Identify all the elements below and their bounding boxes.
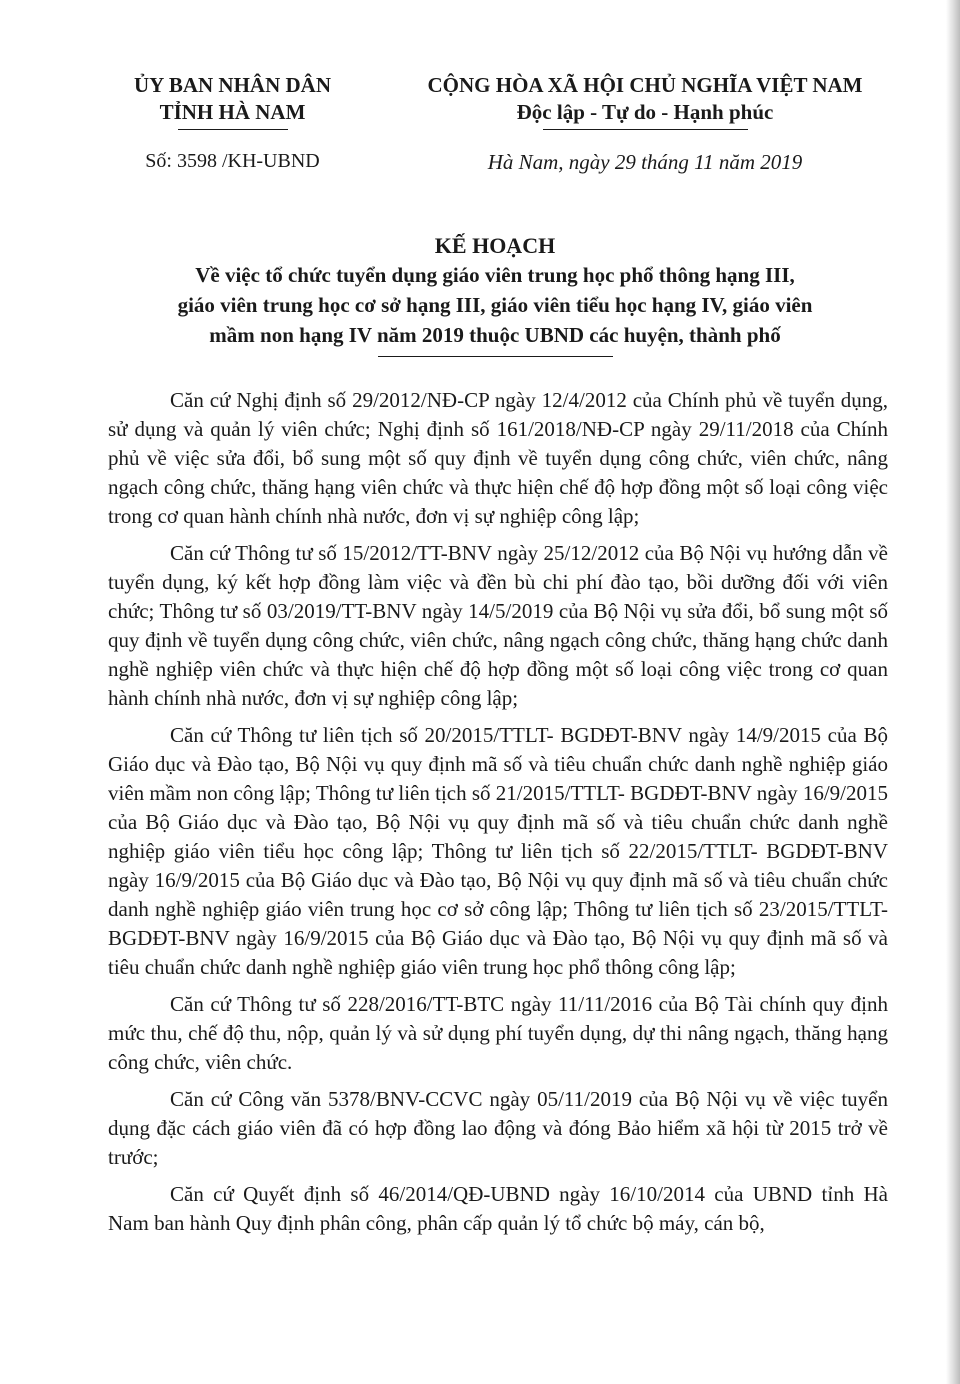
paragraph: Căn cứ Thông tư số 15/2012/TT-BNV ngày 25/12/2012 của Bộ Nội vụ hướng dẫn về tuyển dụng, ký kết hợp đồng làm việc và đền bù chi phí đào tạo, bồi dưỡng đối với viên chức; Thông tư số 03/2019/TT-BNV ngày 14/5/2019 của Bộ Nội vụ sửa đổi, bổ sung một số quy định về tuyển dụng công chức, viên chức, nâng ngạch công chức, thăng hạng chức danh nghề nghiệp viên chức và thực hiện chế độ hợp đồng một số loại công việc trong cơ quan hành chính nhà nước, đơn vị sự nghiệp công lập;	[108, 541, 888, 710]
paragraph: Căn cứ Thông tư liên tịch số 20/2015/TTLT- BGDĐT-BNV ngày 14/9/2015 của Bộ Giáo dục và Đào tạo, Bộ Nội vụ quy định mã số và tiêu chuẩn chức danh nghề nghiệp giáo viên mầm non công lập; Thông tư liên tịch số 21/2015/TTLT- BGDĐT-BNV ngày 16/9/2015 của Bộ Giáo dục và Đào tạo, Bộ Nội vụ quy định mã số và tiêu chuẩn chức danh nghề nghiệp giáo viên tiểu học công lập; Thông tư liên tịch số 22/2015/TTLT- BGDĐT-BNV ngày 16/9/2015 của Bộ Giáo dục và Đào tạo, Bộ Nội vụ quy định mã số và tiêu chuẩn chức danh nghề nghiệp giáo viên trung học cơ sở công lập; Thông tư liên tịch số 23/2015/TTLT- BGDĐT-BNV ngày 16/9/2015 của Bộ Giáo dục và Đào tạo, Bộ Nội vụ quy định mã số và tiêu chuẩn chức danh nghề nghiệp giáo viên trung học phổ thông công lập;	[108, 723, 888, 979]
document-number: Số: 3598 /KH-UBND	[145, 150, 320, 172]
authority-underline	[178, 129, 288, 130]
page-edge-shadow	[946, 0, 960, 1384]
paragraph: Căn cứ Nghị định số 29/2012/NĐ-CP ngày 12/4/2012 của Chính phủ về tuyển dụng, sử dụng và quản lý viên chức; Nghị định số 161/2018/NĐ-CP ngày 29/11/2018 của Chính phủ về việc sửa đổi, bổ sung một số quy định về tuyển dụng công chức, viên chức, nâng ngạch công chức, thăng hạng viên chức và thực hiện chế độ hợp đồng một số loại công việc trong cơ quan hành chính nhà nước, đơn vị sự nghiệp công lập;	[108, 388, 888, 528]
document-date: Hà Nam, ngày 29 tháng 11 năm 2019	[487, 150, 803, 174]
title-main: KẾ HOẠCH	[434, 233, 556, 258]
motto: Độc lập - Tự do - Hạnh phúc	[516, 100, 774, 124]
paragraph: Căn cứ Quyết định số 46/2014/QĐ-UBND ngày 16/10/2014 của UBND tỉnh Hà Nam ban hành Quy định phân công, phân cấp quản lý tổ chức bộ máy, cán bộ,	[108, 1182, 888, 1235]
country-name: CỘNG HÒA XÃ HỘI CHỦ NGHĨA VIỆT NAM	[427, 73, 863, 97]
document-title	[95, 232, 895, 357]
issuing-authority	[95, 72, 370, 130]
title-line-3: mầm non hạng IV năm 2019 thuộc UBND các huyện, thành phố	[209, 323, 781, 347]
document-body	[108, 386, 888, 1246]
paragraph: Căn cứ Thông tư số 228/2016/TT-BTC ngày 11/11/2016 của Bộ Tài chính quy định mức thu, chế độ thu, nộp, quản lý và sử dụng phí tuyển dụng, dự thi nâng ngạch, thăng hạng công chức, viên chức.	[108, 992, 888, 1074]
title-line-2: giáo viên trung học cơ sở hạng III, giáo viên tiểu học hạng IV, giáo viên	[177, 293, 813, 317]
title-rule	[378, 356, 613, 357]
authority-line-1: ỦY BAN NHÂN DÂN	[134, 73, 331, 97]
paragraph: Căn cứ Công văn 5378/BNV-CCVC ngày 05/11/2019 của Bộ Nội vụ về việc tuyển dụng đặc cách giáo viên đã có hợp đồng lao động và đóng Bảo hiểm xã hội từ 2015 trở về trước;	[108, 1087, 888, 1169]
title-line-1: Về việc tổ chức tuyển dụng giáo viên trung học phổ thông hạng III,	[195, 263, 795, 287]
national-motto	[395, 72, 895, 130]
motto-underline	[543, 129, 748, 130]
authority-line-2: TỈNH HÀ NAM	[159, 100, 306, 124]
